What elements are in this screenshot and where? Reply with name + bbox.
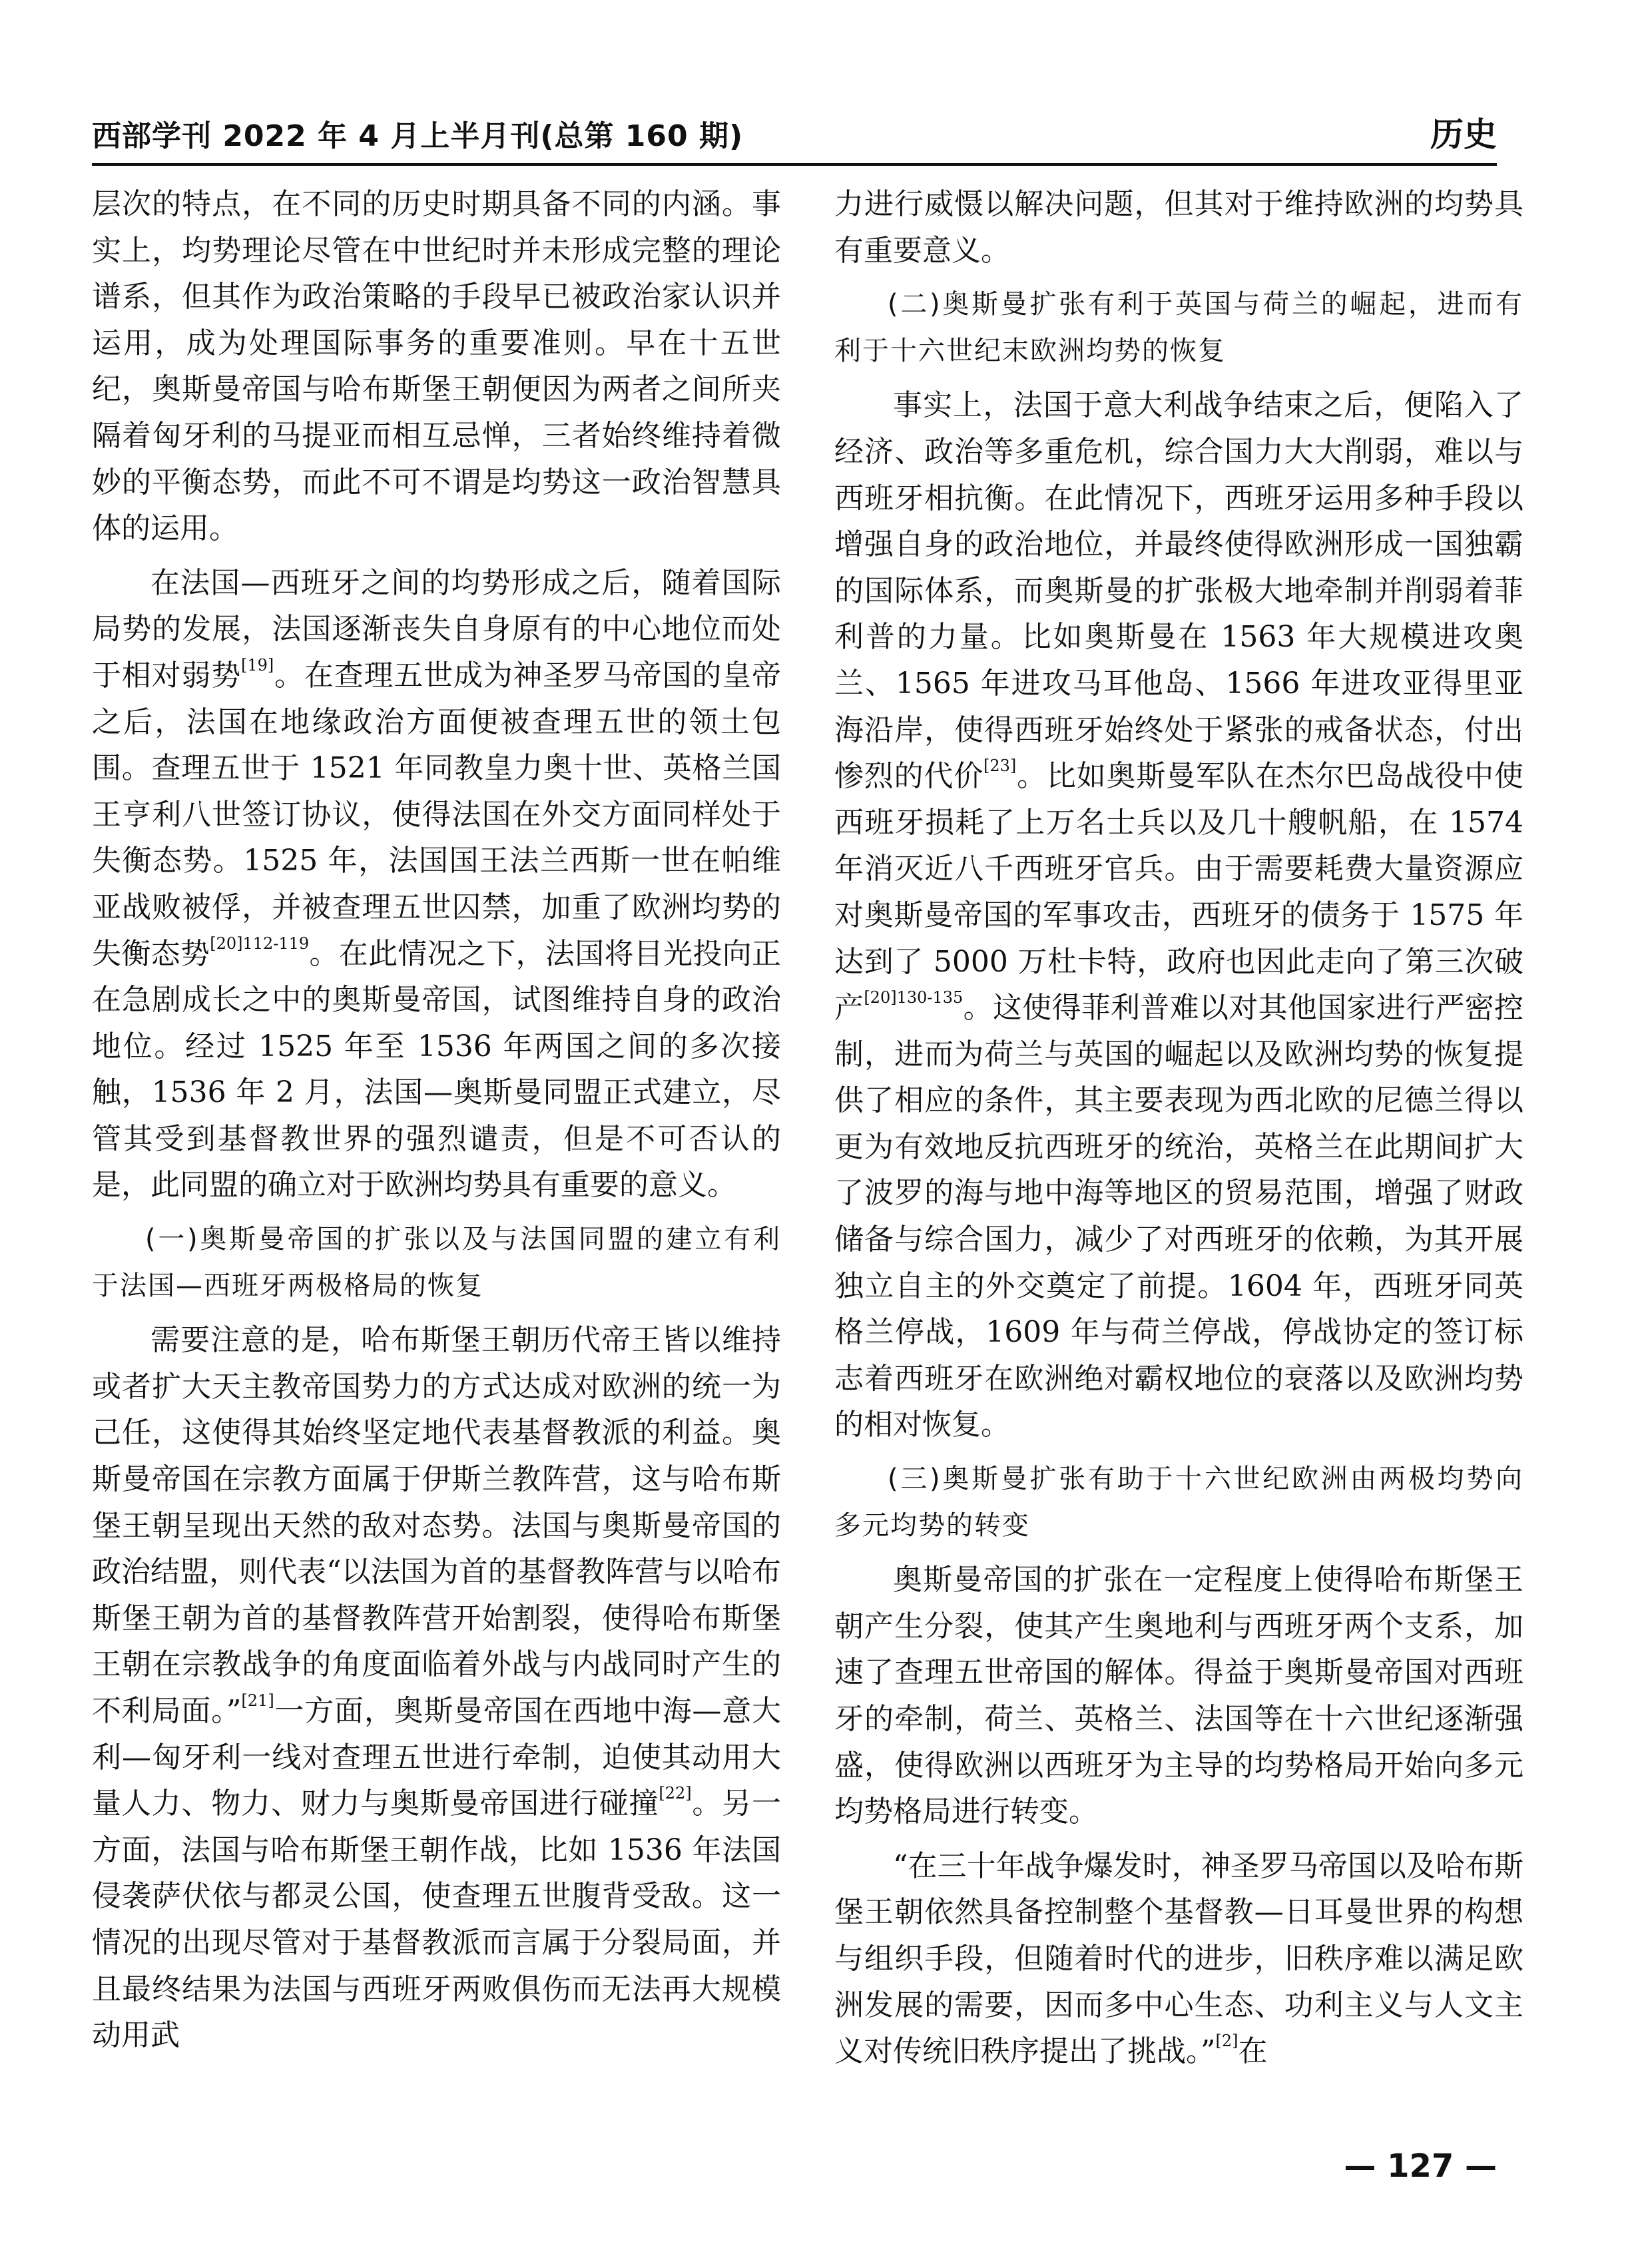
paragraph-text: 在法国—西班牙之间的均势形成之后，随着国际局势的发展，法国逐渐丧失自身原有的中心地位而处于相对弱势 [92,565,781,693]
paragraph: 层次的特点，在不同的历史时期具备不同的内涵。事实上，均势理论尽管在中世纪时并未形成完整的理论谱系，但其作为政治策略的手段早已被政治家认识并运用，成为处理国际事务的重要准则。早在十五世纪，奥斯曼帝国与哈布斯堡王朝便因为两者之间所夹隔着匈牙利的马提亚而相互忌惮，三者始终维持着微妙的平衡态势，而此不可不谓是均势这一政治智慧具体的运用。 [92,187,781,546]
paragraph-text: 。在此情况之下，法国将目光投向正在急剧成长之中的奥斯曼帝国，试图维持自身的政治地位。经过 1525 年至 1536 年两国之间的多次接触，1536 年 2 月，法国—奥斯曼同盟正式建立，尽管其受到基督教世界的强烈谴责，但是不可否认的是，此同盟的确立对于欧洲均势具有重要的意义。 [92,936,782,1203]
paragraph-text: 。在查理五世成为神圣罗马帝国的皇帝之后，法国在地缘政治方面便被查理五世的领土包围。查理五世于 1521 年同教皇力奥十世、英格兰国王亨利八世签订协议，使得法国在外交方面同样处于失衡态势。1525 年，法国国王法兰西斯一世在帕维亚战败被俘，并被查理五世囚禁，加重了欧洲均势的失衡态势 [92,658,781,971]
journal-title: 西部学刊 2022 年 4 月上半月刊(总第 160 期) [92,119,744,153]
paragraph-text: 在 [1238,2034,1268,2069]
paragraph [834,1843,1523,2075]
right-column [834,181,1523,2083]
paragraph-text: 。比如奥斯曼军队在杰尔巴岛战役中使西班牙损耗了上万名士兵以及几十艘帆船，在 1574 年消灭近八千西班牙官兵。由于需要耗费大量资源应对奥斯曼帝国的军事攻击，西班牙的债务于 1575 年达到了 5000 万杜卡特，政府也因此走向了第三次破产 [834,759,1523,1025]
citation-ref: [2] [1215,2032,1239,2051]
subheading: (三)奥斯曼扩张有助于十六世纪欧洲由两极均势向多元均势的转变 [834,1464,1523,1541]
paragraph: 力进行威慑以解决问题，但其对于维持欧洲的均势具有重要意义。 [834,187,1523,268]
running-header [92,100,1497,160]
paragraph-text: 一方面，奥斯曼帝国在西地中海—意大利—匈牙利一线对查理五世进行牵制，迫使其动用大量人力、物力、财力与奥斯曼帝国进行碰撞 [92,1694,782,1821]
citation-ref: [19] [241,655,274,675]
paragraph: 奥斯曼帝国的扩张在一定程度上使得哈布斯堡王朝产生分裂，使其产生奥地利与西班牙两个支系，加速了查理五世帝国的解体。得益于奥斯曼帝国对西班牙的牵制，荷兰、英格兰、法国等在十六世纪逐渐强盛，使得欧洲以西班牙为主导的均势格局开始向多元均势格局进行转变。 [834,1563,1523,1829]
paragraph [92,560,781,1209]
citation-ref: [21] [241,1691,274,1710]
paragraph [92,1317,781,2059]
paragraph-text: “在三十年战争爆发时，神圣罗马帝国以及哈布斯堡王朝依然具备控制整个基督教—日耳曼世界的构想与组织手段，但随着时代的进步，旧秩序难以满足欧洲发展的需要，因而多中心生态、功利主义与人文主义对传统旧秩序提出了挑战。” [834,1848,1523,2069]
paragraph-text: 。这使得菲利普难以对其他国家进行严密控制，进而为荷兰与英国的崛起以及欧洲均势的恢复提供了相应的条件，其主要表现为西北欧的尼德兰得以更为有效地反抗西班牙的统治，英格兰在此期间扩大了波罗的海与地中海等地区的贸易范围，增强了财政储备与综合国力，减少了对西班牙的依赖，为其开展独立自主的外交奠定了前提。1604 年，西班牙同英格兰停战，1609 年与荷兰停战，停战协定的签订标志着西班牙在欧洲绝对霸权地位的衰落以及欧洲均势的相对恢复。 [834,991,1524,1442]
section-label: 历史 [1430,115,1497,154]
paragraph [834,382,1523,1448]
left-column [92,181,781,2067]
page-number: — 127 — [1344,2147,1497,2185]
paragraph-text: 事实上，法国于意大利战争结束之后，便陷入了经济、政治等多重危机，综合国力大大削弱，难以与西班牙相抗衡。在此情况下，西班牙运用多种手段以增强自身的政治地位，并最终使得欧洲形成一国独霸的国际体系，而奥斯曼的扩张极大地牵制并削弱着菲利普的力量。比如奥斯曼在 1563 年大规模进攻奥兰、1565 年进攻马耳他岛、1566 年进攻亚得里亚海沿岸，使得西班牙始终处于紧张的戒备状态，付出惨烈的代价 [834,388,1523,794]
citation-ref: [20]130-135 [864,988,964,1007]
citation-ref: [22] [659,1784,692,1803]
citation-ref: [20]112-119 [210,934,310,953]
paragraph-text: 需要注意的是，哈布斯堡王朝历代帝王皆以维持或者扩大天主教帝国势力的方式达成对欧洲的统一为己任，这使得其始终坚定地代表基督教派的利益。奥斯曼帝国在宗教方面属于伊斯兰教阵营，这与哈布斯堡王朝呈现出天然的敌对态势。法国与奥斯曼帝国的政治结盟，则代表“以法国为首的基督教阵营与以哈布斯堡王朝为首的基督教阵营开始割裂，使得哈布斯堡王朝在宗教战争的角度面临着外战与内战同时产生的不利局面。” [92,1323,781,1728]
citation-ref: [23] [983,756,1017,776]
header-rule [92,163,1497,166]
paragraph-text: 。另一方面，法国与哈布斯堡王朝作战，比如 1536 年法国侵袭萨伏依与都灵公国，使查理五世腹背受敌。这一情况的出现尽管对于基督教派而言属于分裂局面，并且最终结果为法国与西班牙两败俱伤而无法再大规模动用武 [92,1787,782,2053]
subheading: (二)奥斯曼扩张有利于英国与荷兰的崛起，进而有利于十六世纪末欧洲均势的恢复 [834,289,1523,366]
subheading: (一)奥斯曼帝国的扩张以及与法国同盟的建立有利于法国—西班牙两极格局的恢复 [92,1224,781,1301]
